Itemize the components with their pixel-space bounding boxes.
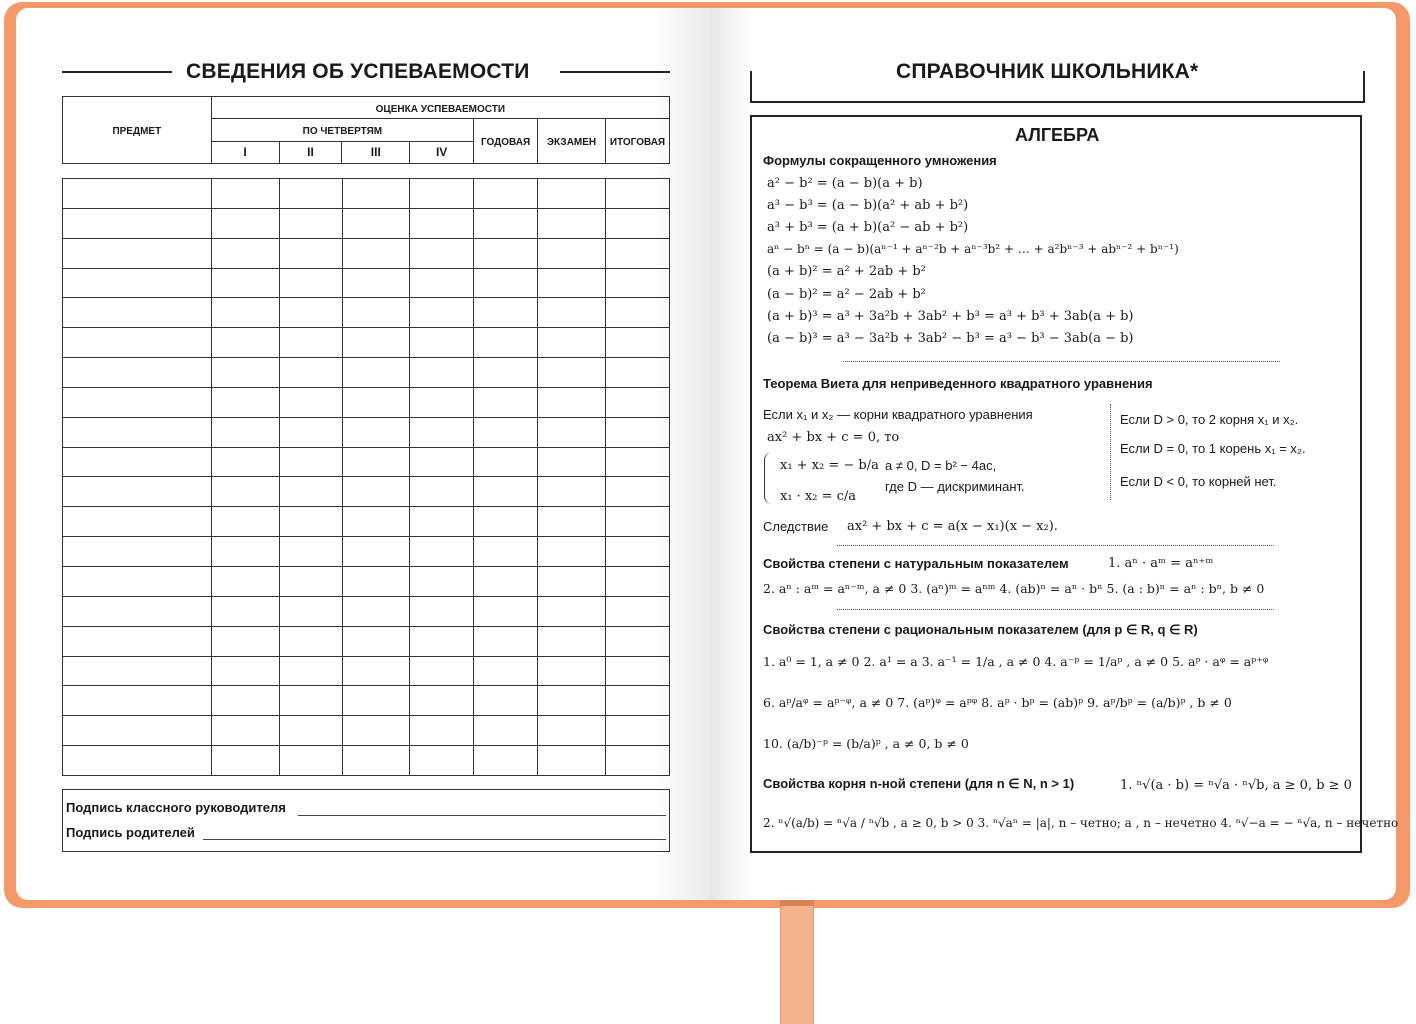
subject-cell[interactable] xyxy=(63,566,212,596)
grade-cell[interactable] xyxy=(538,358,606,388)
grade-cell[interactable] xyxy=(606,746,670,776)
rational-power-10: 10. (a/b)⁻ᵖ = (b/a)ᵖ , a ≠ 0, b ≠ 0 xyxy=(763,736,969,751)
header-q2: II xyxy=(279,141,342,163)
grade-cell[interactable] xyxy=(279,328,342,358)
grade-row xyxy=(63,686,670,716)
header-quarters: ПО ЧЕТВЕРТЯМ xyxy=(211,119,473,141)
grades-table xyxy=(62,178,670,776)
subject-cell[interactable] xyxy=(63,716,212,746)
header-exam: ЭКЗАМЕН xyxy=(538,119,606,164)
grade-cell[interactable] xyxy=(279,417,342,447)
vieta-separator xyxy=(1110,404,1111,500)
header-final: ИТОГОВАЯ xyxy=(605,119,669,164)
grade-cell[interactable] xyxy=(474,716,538,746)
grade-cell[interactable] xyxy=(474,387,538,417)
grade-cell[interactable] xyxy=(410,447,474,477)
vieta-case-1: Если D > 0, то 2 корня x₁ и x₂. xyxy=(1120,412,1299,427)
grade-cell[interactable] xyxy=(606,298,670,328)
grade-cell[interactable] xyxy=(410,358,474,388)
grade-cell[interactable] xyxy=(606,328,670,358)
grade-cell[interactable] xyxy=(342,179,410,209)
grade-cell[interactable] xyxy=(474,596,538,626)
section-title-multiplication: Формулы сокращенного умножения xyxy=(763,153,997,168)
page-title-reference: СПРАВОЧНИК ШКОЛЬНИКА* xyxy=(896,60,1199,83)
signature-parent-label: Подпись родителей xyxy=(66,825,195,840)
grades-header-table xyxy=(62,96,670,164)
grade-cell[interactable] xyxy=(410,716,474,746)
grade-cell[interactable] xyxy=(606,387,670,417)
grade-cell[interactable] xyxy=(538,626,606,656)
section-title-root: Свойства корня n-ной степени (для n ∈ N, n > 1) xyxy=(763,776,1075,791)
header-q4: IV xyxy=(410,141,474,163)
subject-cell[interactable] xyxy=(63,298,212,328)
grade-cell[interactable] xyxy=(474,686,538,716)
grade-cell[interactable] xyxy=(606,268,670,298)
grade-cell[interactable] xyxy=(474,566,538,596)
vieta-sum: x₁ + x₂ = − b/a xyxy=(780,458,879,473)
grade-cell[interactable] xyxy=(211,328,279,358)
grade-cell[interactable] xyxy=(474,328,538,358)
bookmark-ribbon[interactable] xyxy=(780,900,814,1024)
vieta-case-3: Если D < 0, то корней нет. xyxy=(1120,474,1277,489)
subject-cell[interactable] xyxy=(63,626,212,656)
grade-cell[interactable] xyxy=(211,358,279,388)
section-title-vieta: Теорема Виета для неприведенного квадратного уравнения xyxy=(763,376,1153,391)
vieta-consequence: ax² + bx + c = a(x − x₁)(x − x₂). xyxy=(847,519,1058,534)
grade-cell[interactable] xyxy=(538,268,606,298)
subject-cell[interactable] xyxy=(63,238,212,268)
grade-cell[interactable] xyxy=(538,537,606,567)
grade-cell[interactable] xyxy=(474,238,538,268)
grade-cell[interactable] xyxy=(279,179,342,209)
grade-cell[interactable] xyxy=(279,447,342,477)
grade-cell[interactable] xyxy=(606,686,670,716)
grade-cell[interactable] xyxy=(606,537,670,567)
grade-cell[interactable] xyxy=(279,686,342,716)
grade-row xyxy=(63,179,670,209)
grade-row xyxy=(63,447,670,477)
grade-cell[interactable] xyxy=(211,179,279,209)
grade-row xyxy=(63,387,670,417)
natural-power-2-5: 2. aⁿ : aᵐ = aⁿ⁻ᵐ, a ≠ 0 3. (aⁿ)ᵐ = aⁿᵐ 4. (ab)ⁿ = aⁿ · bⁿ 5. (a : b)ⁿ = aⁿ : bⁿ, b ≠ 0 xyxy=(763,581,1265,596)
grade-cell[interactable] xyxy=(211,596,279,626)
header-grade: ОЦЕНКА УСПЕВАЕМОСТИ xyxy=(211,97,669,119)
grade-cell[interactable] xyxy=(410,298,474,328)
formula-8: (a − b)³ = a³ − 3a²b + 3ab² − b³ = a³ − b³ − 3ab(a − b) xyxy=(767,331,1134,346)
grade-cell[interactable] xyxy=(279,566,342,596)
grade-cell[interactable] xyxy=(606,447,670,477)
grade-cell[interactable] xyxy=(279,387,342,417)
grade-cell[interactable] xyxy=(474,179,538,209)
grade-cell[interactable] xyxy=(538,656,606,686)
grade-cell[interactable] xyxy=(279,477,342,507)
grade-row xyxy=(63,596,670,626)
grade-cell[interactable] xyxy=(342,746,410,776)
grade-cell[interactable] xyxy=(279,596,342,626)
grade-row xyxy=(63,328,670,358)
page-title-grades: СВЕДЕНИЯ ОБ УСПЕВАЕМОСТИ xyxy=(186,60,530,83)
grade-row xyxy=(63,716,670,746)
grade-cell[interactable] xyxy=(410,686,474,716)
grade-row xyxy=(63,417,670,447)
grade-cell[interactable] xyxy=(606,477,670,507)
subject-cell[interactable] xyxy=(63,447,212,477)
grade-cell[interactable] xyxy=(606,596,670,626)
grade-cell[interactable] xyxy=(342,208,410,238)
grade-cell[interactable] xyxy=(474,208,538,238)
grade-cell[interactable] xyxy=(211,238,279,268)
grade-cell[interactable] xyxy=(211,686,279,716)
grade-cell[interactable] xyxy=(342,417,410,447)
grade-cell[interactable] xyxy=(342,268,410,298)
grade-cell[interactable] xyxy=(474,417,538,447)
grade-cell[interactable] xyxy=(342,477,410,507)
grade-cell[interactable] xyxy=(606,716,670,746)
rational-power-6-9: 6. aᵖ/aᵠ = aᵖ⁻ᵠ, a ≠ 0 7. (aᵖ)ᵠ = aᵖᵠ 8. aᵖ · bᵖ = (ab)ᵖ 9. aᵖ/bᵖ = (a/b)ᵖ , b ≠ 0 xyxy=(763,695,1232,710)
subject-cell[interactable] xyxy=(63,179,212,209)
grade-cell[interactable] xyxy=(538,328,606,358)
vieta-case-2: Если D = 0, то 1 корень x₁ = x₂. xyxy=(1120,441,1306,456)
grade-cell[interactable] xyxy=(410,477,474,507)
grade-cell[interactable] xyxy=(474,268,538,298)
signature-box xyxy=(62,789,670,852)
grade-cell[interactable] xyxy=(410,507,474,537)
grade-cell[interactable] xyxy=(211,387,279,417)
grade-cell[interactable] xyxy=(606,507,670,537)
grade-cell[interactable] xyxy=(279,746,342,776)
signature-teacher-label: Подпись классного руководителя xyxy=(66,800,286,815)
grade-row xyxy=(63,566,670,596)
grade-cell[interactable] xyxy=(410,268,474,298)
grade-cell[interactable] xyxy=(211,447,279,477)
grade-cell[interactable] xyxy=(279,238,342,268)
grade-cell[interactable] xyxy=(342,358,410,388)
subject-cell[interactable] xyxy=(63,477,212,507)
formula-7: (a + b)³ = a³ + 3a²b + 3ab² + b³ = a³ + b³ + 3ab(a + b) xyxy=(767,309,1134,324)
grade-cell[interactable] xyxy=(410,656,474,686)
subject-title: АЛГЕБРА xyxy=(1015,125,1100,145)
grade-cell[interactable] xyxy=(410,179,474,209)
grade-cell[interactable] xyxy=(538,238,606,268)
grade-cell[interactable] xyxy=(211,656,279,686)
grade-cell[interactable] xyxy=(410,328,474,358)
grade-cell[interactable] xyxy=(606,417,670,447)
grade-row xyxy=(63,656,670,686)
grade-cell[interactable] xyxy=(606,626,670,656)
grade-cell[interactable] xyxy=(279,358,342,388)
grade-cell[interactable] xyxy=(211,298,279,328)
grade-cell[interactable] xyxy=(538,477,606,507)
divider-3 xyxy=(837,609,1274,610)
subject-cell[interactable] xyxy=(63,507,212,537)
grade-cell[interactable] xyxy=(410,238,474,268)
grade-cell[interactable] xyxy=(410,626,474,656)
grade-cell[interactable] xyxy=(211,417,279,447)
grade-cell[interactable] xyxy=(606,238,670,268)
subject-cell[interactable] xyxy=(63,596,212,626)
grade-row xyxy=(63,477,670,507)
formula-3: a³ + b³ = (a + b)(a² − ab + b²) xyxy=(767,220,969,235)
grade-cell[interactable] xyxy=(410,208,474,238)
subject-cell[interactable] xyxy=(63,537,212,567)
grade-cell[interactable] xyxy=(279,298,342,328)
grade-cell[interactable] xyxy=(538,179,606,209)
subject-cell[interactable] xyxy=(63,358,212,388)
grade-cell[interactable] xyxy=(606,358,670,388)
grade-cell[interactable] xyxy=(342,566,410,596)
divider-2 xyxy=(837,545,1274,546)
grade-cell[interactable] xyxy=(538,417,606,447)
grade-cell[interactable] xyxy=(211,208,279,238)
grade-row xyxy=(63,537,670,567)
grade-cell[interactable] xyxy=(342,537,410,567)
grade-cell[interactable] xyxy=(342,328,410,358)
title-rule-right xyxy=(560,71,670,73)
grade-cell[interactable] xyxy=(474,746,538,776)
grade-cell[interactable] xyxy=(211,566,279,596)
grade-cell[interactable] xyxy=(342,507,410,537)
subject-cell[interactable] xyxy=(63,746,212,776)
grade-row xyxy=(63,507,670,537)
rational-power-1-5: 1. a⁰ = 1, a ≠ 0 2. a¹ = a 3. a⁻¹ = 1/a , a ≠ 0 4. a⁻ᵖ = 1/aᵖ , a ≠ 0 5. aᵖ · aᵠ = aᵖ⁺ᵠ xyxy=(763,654,1269,669)
grade-cell[interactable] xyxy=(279,208,342,238)
subject-cell[interactable] xyxy=(63,686,212,716)
grade-cell[interactable] xyxy=(410,417,474,447)
grade-cell[interactable] xyxy=(474,477,538,507)
subject-cell[interactable] xyxy=(63,656,212,686)
root-property-2-4: 2. ⁿ√(a/b) = ⁿ√a / ⁿ√b , a ≥ 0, b > 0 3. ⁿ√aⁿ = |a|, n – четно; a , n – нечетно 4. ⁿ√−a = − ⁿ√a, n – нечетно xyxy=(763,816,1399,830)
grade-cell[interactable] xyxy=(538,716,606,746)
grade-cell[interactable] xyxy=(211,507,279,537)
grade-cell[interactable] xyxy=(474,447,538,477)
section-title-rational-power: Свойства степени с рациональным показателем (для p ∈ R, q ∈ R) xyxy=(763,622,1198,637)
grade-cell[interactable] xyxy=(410,566,474,596)
vieta-discriminant: где D — дискриминант. xyxy=(885,479,1025,494)
grade-cell[interactable] xyxy=(538,298,606,328)
grade-cell[interactable] xyxy=(279,268,342,298)
header-q3: III xyxy=(342,141,410,163)
grade-cell[interactable] xyxy=(211,626,279,656)
grade-cell[interactable] xyxy=(211,746,279,776)
grade-cell[interactable] xyxy=(342,626,410,656)
grade-cell[interactable] xyxy=(279,656,342,686)
vieta-if: Если x₁ и x₂ — корни квадратного уравнения xyxy=(763,407,1033,422)
grade-cell[interactable] xyxy=(342,596,410,626)
natural-power-1: 1. aⁿ · aᵐ = aⁿ⁺ᵐ xyxy=(1108,556,1214,571)
title-rule-left xyxy=(62,71,172,73)
signature-parent-line[interactable] xyxy=(203,839,666,840)
grade-cell[interactable] xyxy=(538,566,606,596)
grade-cell[interactable] xyxy=(342,716,410,746)
grade-cell[interactable] xyxy=(538,686,606,716)
grade-cell[interactable] xyxy=(474,358,538,388)
header-annual: ГОДОВАЯ xyxy=(474,119,538,164)
grade-cell[interactable] xyxy=(538,447,606,477)
vieta-consequence-label: Следствие xyxy=(763,519,829,534)
grade-cell[interactable] xyxy=(342,447,410,477)
grade-cell[interactable] xyxy=(474,537,538,567)
grade-cell[interactable] xyxy=(538,746,606,776)
grade-cell[interactable] xyxy=(538,208,606,238)
grade-cell[interactable] xyxy=(279,537,342,567)
vieta-product: x₁ · x₂ = c/a xyxy=(780,489,857,504)
subject-cell[interactable] xyxy=(63,208,212,238)
grade-cell[interactable] xyxy=(410,537,474,567)
grade-cell[interactable] xyxy=(410,387,474,417)
formula-4: aⁿ − bⁿ = (a − b)(aⁿ⁻¹ + aⁿ⁻²b + aⁿ⁻³b² + … + a²bⁿ⁻³ + abⁿ⁻² + bⁿ⁻¹) xyxy=(767,242,1179,256)
signature-teacher-line[interactable] xyxy=(298,815,666,816)
grade-row xyxy=(63,268,670,298)
grade-cell[interactable] xyxy=(211,477,279,507)
system-brace xyxy=(764,452,773,504)
grade-cell[interactable] xyxy=(211,537,279,567)
grade-cell[interactable] xyxy=(538,507,606,537)
formula-1: a² − b² = (a − b)(a + b) xyxy=(767,176,923,191)
grade-cell[interactable] xyxy=(474,626,538,656)
header-subject: ПРЕДМЕТ xyxy=(63,97,212,164)
bookmark-ribbon-top xyxy=(780,900,814,906)
grade-cell[interactable] xyxy=(342,656,410,686)
grade-cell[interactable] xyxy=(606,656,670,686)
subject-cell[interactable] xyxy=(63,268,212,298)
grade-cell[interactable] xyxy=(538,387,606,417)
grade-row xyxy=(63,746,670,776)
grade-cell[interactable] xyxy=(279,716,342,746)
subject-cell[interactable] xyxy=(63,328,212,358)
grade-cell[interactable] xyxy=(410,596,474,626)
grade-cell[interactable] xyxy=(342,238,410,268)
grade-row xyxy=(63,298,670,328)
grade-cell[interactable] xyxy=(342,387,410,417)
grade-row xyxy=(63,238,670,268)
grade-cell[interactable] xyxy=(474,507,538,537)
divider-1 xyxy=(843,361,1280,362)
grade-row xyxy=(63,208,670,238)
grade-cell[interactable] xyxy=(342,686,410,716)
grade-row xyxy=(63,626,670,656)
formula-5: (a + b)² = a² + 2ab + b² xyxy=(767,264,926,279)
root-property-1: 1. ⁿ√(a · b) = ⁿ√a · ⁿ√b, a ≥ 0, b ≥ 0 xyxy=(1120,778,1352,793)
vieta-condition: a ≠ 0, D = b² − 4ac, xyxy=(885,458,997,473)
formula-6: (a − b)² = a² − 2ab + b² xyxy=(767,287,926,302)
formula-2: a³ − b³ = (a − b)(a² + ab + b²) xyxy=(767,198,969,213)
vieta-equation: ax² + bx + c = 0, то xyxy=(767,430,900,445)
header-q1: I xyxy=(211,141,279,163)
grade-cell[interactable] xyxy=(279,507,342,537)
grade-cell[interactable] xyxy=(538,596,606,626)
grade-cell[interactable] xyxy=(474,298,538,328)
grade-cell[interactable] xyxy=(211,716,279,746)
subject-cell[interactable] xyxy=(63,387,212,417)
grade-cell[interactable] xyxy=(606,566,670,596)
grade-cell[interactable] xyxy=(474,656,538,686)
grade-cell[interactable] xyxy=(606,179,670,209)
grade-cell[interactable] xyxy=(410,746,474,776)
section-title-natural-power: Свойства степени с натуральным показателем xyxy=(763,556,1069,571)
grade-cell[interactable] xyxy=(606,208,670,238)
grade-cell[interactable] xyxy=(342,298,410,328)
grade-row xyxy=(63,358,670,388)
grade-cell[interactable] xyxy=(211,268,279,298)
subject-cell[interactable] xyxy=(63,417,212,447)
grade-cell[interactable] xyxy=(279,626,342,656)
